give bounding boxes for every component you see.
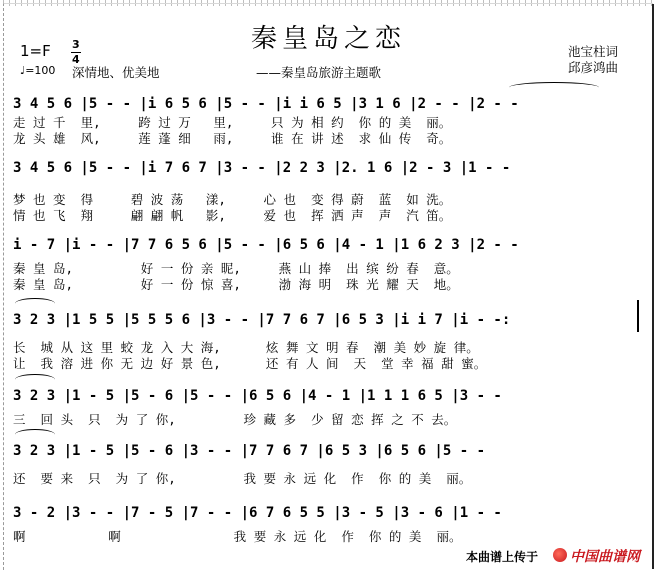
- slur-mark: [509, 82, 599, 93]
- time-signature-bottom: 4: [72, 53, 80, 66]
- notes-line: 3 2 3 |1 5 5 |5 5 5 6 |3 - - |7 7 6 7 |6 5 3 |i i 7 |i - -:: [13, 312, 511, 328]
- site-logo-icon: [553, 548, 567, 562]
- lyric-line: 秦 皇 岛, 好 一 份 惊 喜, 渤 海 明 珠 光 耀 天 地。: [13, 277, 459, 292]
- lyric-line: 秦 皇 岛, 好 一 份 亲 昵, 燕 山 捧 出 缤 纷 春 意。: [13, 261, 459, 276]
- lyric-line: 情 也 飞 翔 翩 翩 帆 影, 爱 也 挥 洒 声 声 汽 笛。: [13, 208, 452, 223]
- composer-credit: 邱彦鸿曲: [568, 60, 619, 75]
- time-signature-top: 3: [72, 38, 80, 51]
- lyric-line: 三 回 头 只 为 了 你, 珍 藏 多 少 留 恋 挥 之 不 去。: [13, 412, 457, 427]
- lyric-line: 还 要 来 只 为 了 你, 我 要 永 远 化 作 你 的 美 丽。: [13, 471, 472, 486]
- lyric-line: 走 过 千 里, 跨 过 万 里, 只 为 相 约 你 的 美 丽。: [13, 115, 452, 130]
- notes-line: 3 - 2 |3 - - |7 - 5 |7 - - |6 7 6 5 5 |3 - 5 |3 - 6 |1 - -: [13, 505, 502, 521]
- site-logo-text: 中国曲谱网: [570, 549, 640, 565]
- right-margin-bar: [652, 4, 654, 569]
- slur-mark: [15, 298, 55, 309]
- expression-marking: 深情地、优美地: [72, 65, 160, 80]
- song-title: 秦皇岛之恋: [250, 24, 406, 54]
- notes-line: 3 4 5 6 |5 - - |i 6 5 6 |5 - - |i i 6 5 |3 1 6 |2 - - |2 - -: [13, 96, 519, 112]
- notes-line: 3 2 3 |1 - 5 |5 - 6 |5 - - |6 5 6 |4 - 1 |1 1 1 6 5 |3 - -: [13, 388, 502, 404]
- repeat-barline: [637, 300, 639, 332]
- lyric-line: 让 我 溶 进 你 无 边 好 景 色, 还 有 人 间 天 堂 幸 福 甜 蜜。: [13, 356, 487, 371]
- lyric-line: 梦 也 变 得 碧 波 荡 漾, 心 也 变 得 蔚 蓝 如 洗。: [13, 192, 452, 207]
- tempo-marking: ♩=100: [20, 64, 56, 77]
- notes-line: 3 4 5 6 |5 - - |i 7 6 7 |3 - - |2 2 3 |2. 1 6 |2 - 3 |1 - -: [13, 160, 511, 176]
- song-subtitle: ——秦皇岛旅游主题歌: [256, 65, 382, 80]
- notes-line: 3 2 3 |1 - 5 |5 - 6 |3 - - |7 7 6 7 |6 5 3 |6 5 6 |5 - -: [13, 443, 486, 459]
- lyric-line: 龙 头 雄 风, 莲 蓬 细 雨, 谁 在 讲 述 求 仙 传 奇。: [13, 131, 452, 146]
- slur-mark: [15, 374, 55, 385]
- lyric-line: 啊 啊 我 要 永 远 化 作 你 的 美 丽。: [13, 529, 462, 544]
- key-signature: 1=F: [20, 42, 51, 60]
- lyric-line: 长 城 从 这 里 蛟 龙 入 大 海, 炫 舞 文 明 春 潮 美 妙 旋 律。: [13, 340, 479, 355]
- lyricist-credit: 池宝柱词: [568, 44, 619, 59]
- upload-credit: 本曲谱上传于: [466, 550, 539, 564]
- slur-mark: [15, 429, 55, 440]
- notes-line: i - 7 |i - - |7 7 6 5 6 |5 - - |6 5 6 |4 - 1 |1 6 2 3 |2 - -: [13, 237, 519, 253]
